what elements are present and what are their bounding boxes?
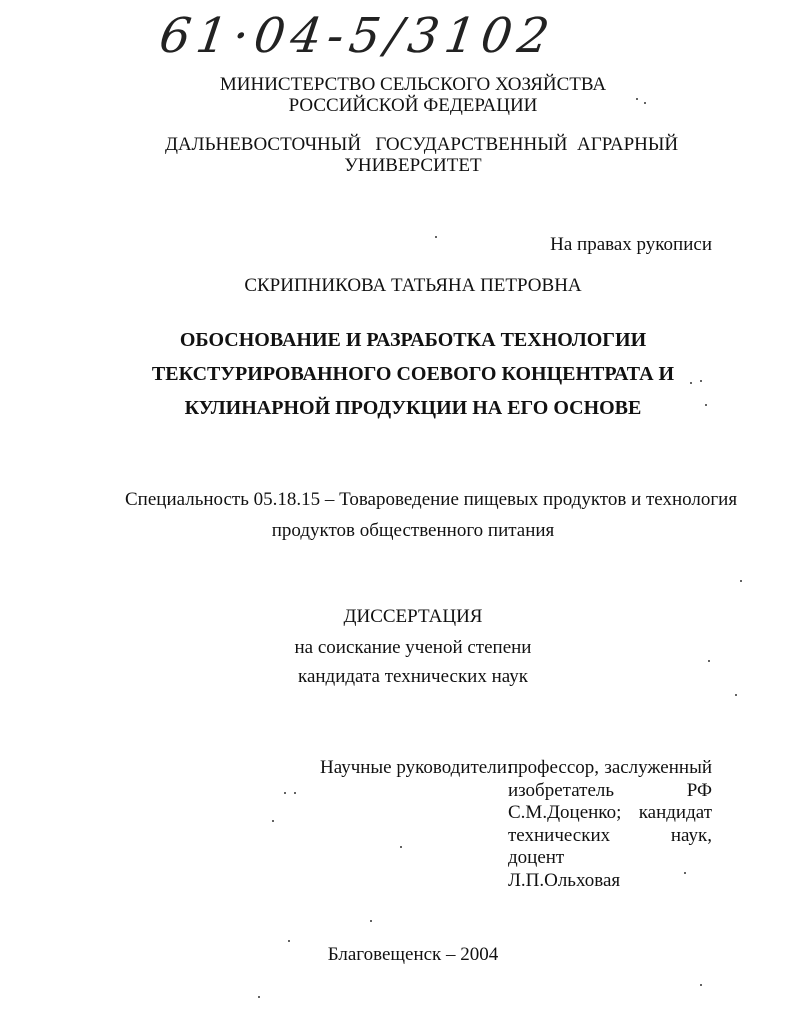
- city-year: Благовещенск – 2004: [327, 944, 499, 965]
- title-line-3: КУЛИНАРНОЙ ПРОДУКЦИИ НА ЕГО ОСНОВЕ: [184, 397, 642, 419]
- author-name: СКРИПНИКОВА ТАТЬЯНА ПЕТРОВНА: [244, 275, 582, 296]
- supervisor-line: технических наук, доцент: [508, 824, 712, 868]
- handwritten-registry-number: 61·04-5/3102: [156, 8, 559, 64]
- manuscript-rights: На правах рукописи: [550, 234, 712, 255]
- dissertation-heading: ДИССЕРТАЦИЯ: [343, 606, 483, 627]
- supervisor-line: С.М.Доценко; кандидат: [508, 802, 712, 823]
- supervisors-list: [508, 757, 712, 892]
- supervisor-line: Л.П.Ольховая: [508, 869, 621, 891]
- degree-line-2: кандидата технических наук: [298, 666, 528, 687]
- university-line-2: УНИВЕРСИТЕТ: [344, 155, 482, 176]
- specialty-line-2: продуктов общественного питания: [271, 520, 555, 541]
- supervisors-label: Научные руководители:: [320, 757, 513, 778]
- ministry-line-2: РОССИЙСКОЙ ФЕДЕРАЦИИ: [288, 95, 538, 116]
- title-line-2: ТЕКСТУРИРОВАННОГО СОЕВОГО КОНЦЕНТРАТА И: [151, 363, 675, 385]
- degree-line-1: на соискание ученой степени: [294, 637, 532, 658]
- specialty-line-1: Специальность 05.18.15 – Товароведение пищевых продуктов и технология: [125, 489, 738, 510]
- supervisor-line: профессор, заслуженный: [508, 757, 712, 778]
- supervisor-line: изобретатель РФ: [508, 779, 712, 801]
- ministry-line-1: МИНИСТЕРСТВО СЕЛЬСКОГО ХОЗЯЙСТВА: [219, 74, 607, 95]
- title-line-1: ОБОСНОВАНИЕ И РАЗРАБОТКА ТЕХНОЛОГИИ: [179, 329, 647, 351]
- university-line-1: ДАЛЬНЕВОСТОЧНЫЙ ГОСУДАРСТВЕННЫЙ АГРАРНЫЙ: [165, 134, 679, 155]
